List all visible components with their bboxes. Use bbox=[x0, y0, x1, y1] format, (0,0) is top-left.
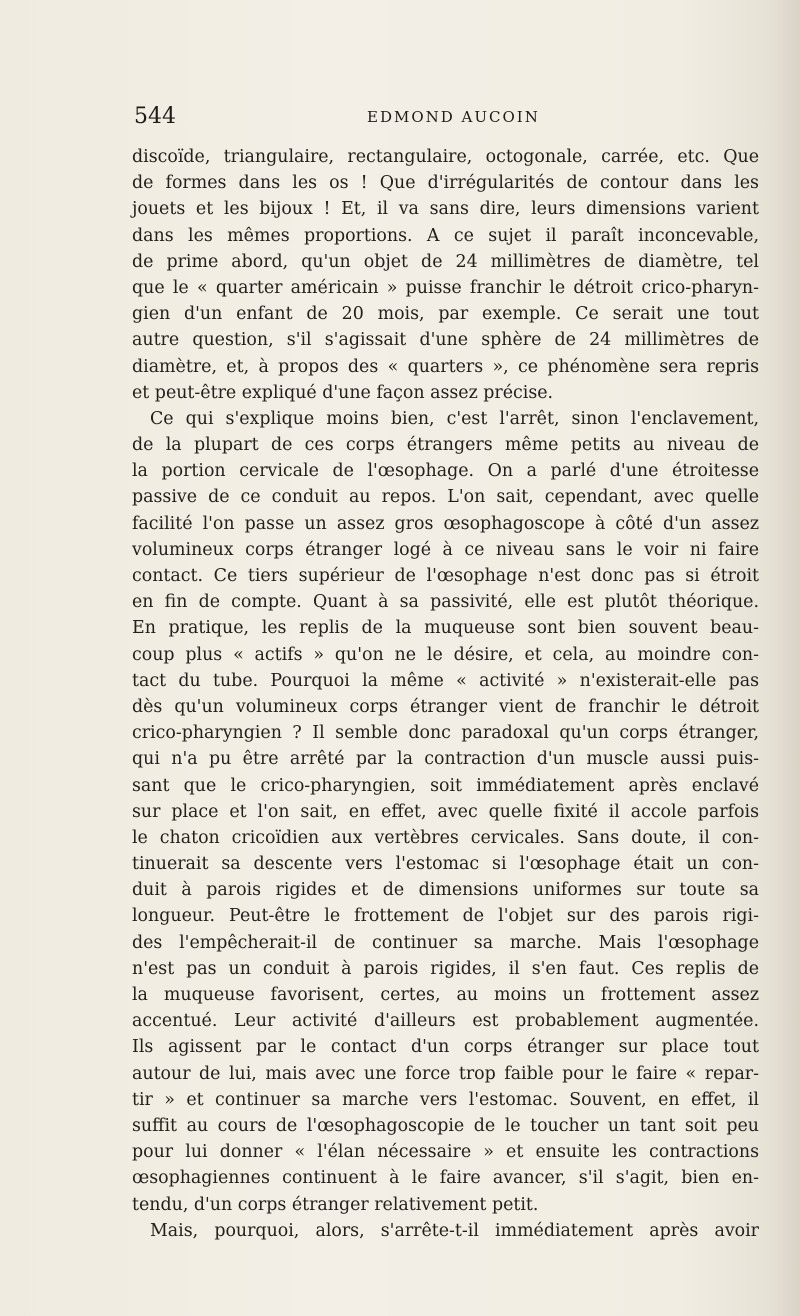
paragraph-start-line: Mais, pourquoi, alors, s'arrête-t-il immédiatement après avoir bbox=[150, 1220, 759, 1241]
running-head: EDMOND AUCOIN bbox=[367, 108, 540, 126]
text-line: tendu, d'un corps étranger relativement petit. bbox=[132, 1194, 539, 1215]
text-line: tinuerait sa descente vers l'estomac si l'œsophage était un con- bbox=[132, 854, 759, 875]
text-line: que le « quarter américain » puisse franchir le détroit crico-pharyn- bbox=[132, 277, 759, 298]
text-line: et peut-être expliqué d'une façon assez précise. bbox=[132, 382, 554, 403]
text-line: la portion cervicale de l'œsophage. On a parlé d'une étroitesse bbox=[132, 461, 759, 482]
text-line: discoïde, triangulaire, rectangulaire, octogonale, carrée, etc. Que bbox=[132, 147, 759, 167]
text-line: de formes dans les os ! Que d'irrégularités de contour dans les bbox=[132, 173, 759, 194]
text-line: sant que le crico-pharyngien, soit immédiatement après enclavé bbox=[132, 775, 759, 796]
text-line: dès qu'un volumineux corps étranger vient de franchir le détroit bbox=[132, 696, 759, 717]
text-line: autour de lui, mais avec une force trop faible pour le faire « repar- bbox=[132, 1063, 759, 1084]
text-line: longueur. Peut-être le frottement de l'objet sur des parois rigi- bbox=[132, 906, 759, 927]
text-line: Ils agissent par le contact d'un corps étranger sur place tout bbox=[132, 1037, 759, 1058]
text-line: des l'empêcherait-il de continuer sa marche. Mais l'œsophage bbox=[132, 932, 759, 953]
text-line: accentué. Leur activité d'ailleurs est probablement augmentée. bbox=[132, 1011, 759, 1032]
text-line: jouets et les bijoux ! Et, il va sans dire, leurs dimensions varient bbox=[132, 199, 759, 220]
text-line: le chaton cricoïdien aux vertèbres cervicales. Sans doute, il con- bbox=[132, 827, 759, 848]
page-number: 544 bbox=[134, 104, 176, 129]
text-line: de la plupart de ces corps étrangers même petits au niveau de bbox=[132, 435, 759, 456]
paragraph-start-line: Ce qui s'explique moins bien, c'est l'arrêt, sinon l'enclavement, bbox=[150, 408, 759, 429]
text-line: en fin de compte. Quant à sa passivité, elle est plutôt théorique. bbox=[132, 592, 759, 613]
text-line: tir » et continuer sa marche vers l'estomac. Souvent, en effet, il bbox=[132, 1089, 759, 1110]
text-line: tact du tube. Pourquoi la même « activité » n'existerait-elle pas bbox=[132, 670, 759, 691]
text-line: crico-pharyngien ? Il semble donc paradoxal qu'un corps étranger, bbox=[132, 723, 759, 744]
text-line: coup plus « actifs » qu'on ne le désire, et cela, au moindre con- bbox=[132, 644, 759, 665]
text-line: n'est pas un conduit à parois rigides, il s'en faut. Ces replis de bbox=[132, 958, 759, 979]
text-line: En pratique, les replis de la muqueuse sont bien souvent beau- bbox=[132, 618, 759, 639]
text-line: passive de ce conduit au repos. L'on sait, cependant, avec quelle bbox=[132, 487, 759, 508]
text-line: la muqueuse favorisent, certes, au moins un frottement assez bbox=[132, 985, 759, 1005]
text-line: pour lui donner « l'élan nécessaire » et ensuite les contractions bbox=[132, 1142, 759, 1163]
text-line: facilité l'on passe un assez gros œsophagoscope à côté d'un assez bbox=[132, 513, 759, 534]
text-line: suffit au cours de l'œsophagoscopie de le toucher un tant soit peu bbox=[132, 1115, 759, 1136]
text-line: qui n'a pu être arrêté par la contraction d'un muscle aussi puis- bbox=[132, 749, 759, 770]
text-line: de prime abord, qu'un objet de 24 millimètres de diamètre, tel bbox=[132, 251, 759, 272]
text-line: dans les mêmes proportions. A ce sujet il paraît inconcevable, bbox=[132, 225, 759, 246]
text-line: diamètre, et, à propos des « quarters », ce phénomène sera repris bbox=[132, 356, 759, 377]
text-line: œsophagiennes continuent à le faire avancer, s'il s'agit, bien en- bbox=[132, 1168, 759, 1189]
text-line: duit à parois rigides et de dimensions uniformes sur toute sa bbox=[132, 880, 759, 901]
text-line: gien d'un enfant de 20 mois, par exemple. Ce serait une tout bbox=[132, 304, 759, 325]
text-line: autre question, s'il s'agissait d'une sphère de 24 millimètres de bbox=[132, 330, 759, 351]
page-header bbox=[134, 104, 758, 134]
body-text bbox=[132, 144, 759, 1244]
text-line: volumineux corps étranger logé à ce niveau sans le voir ni faire bbox=[132, 539, 759, 560]
text-line: sur place et l'on sait, en effet, avec quelle fixité il accole parfois bbox=[132, 801, 759, 822]
text-line: contact. Ce tiers supérieur de l'œsophage n'est donc pas si étroit bbox=[132, 566, 759, 586]
